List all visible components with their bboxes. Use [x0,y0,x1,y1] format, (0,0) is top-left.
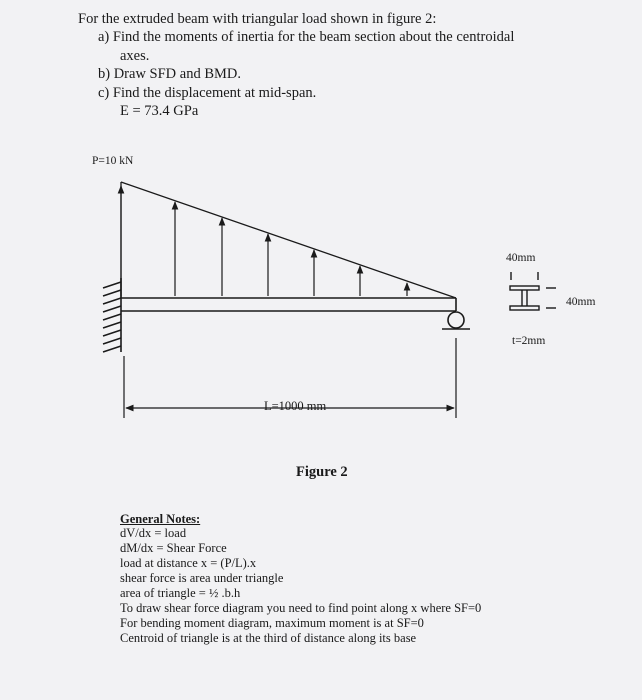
span-label: L=1000 mm [258,399,332,414]
notes-heading: General Notes: [120,512,201,526]
figure-caption: Figure 2 [296,464,348,480]
question-part-b: b) Draw SFD and BMD. [98,66,241,82]
modulus-value: E = 73.4 GPa [120,103,199,119]
note-line: To draw shear force diagram you need to find point along x where SF=0 [120,601,482,615]
load-arrows [121,186,407,296]
note-line: dM/dx = Shear Force [120,541,227,555]
question-intro: For the extruded beam with triangular load shown in figure 2: [78,11,437,27]
note-line: load at distance x = (P/L).x [120,556,257,570]
note-line: Centroid of triangle is at the third of distance along its base [120,631,417,645]
roller-support [442,312,470,329]
note-line: For bending moment diagram, maximum moment is at SF=0 [120,616,424,630]
note-line: area of triangle = ½ .b.h [120,586,241,600]
question-part-a: a) Find the moments of inertia for the beam section about the centroidal [98,29,515,45]
flange-width-label: 40mm [506,252,536,264]
question-part-c: c) Find the displacement at mid-span. [98,85,317,101]
i-section [510,272,556,310]
note-line: shear force is area under triangle [120,571,284,585]
question-part-a-cont: axes. [120,48,150,64]
thickness-label: t=2mm [512,335,546,347]
note-line: dV/dx = load [120,526,187,540]
triangular-load [121,182,456,298]
fixed-support [103,278,121,352]
depth-label: 40mm [566,296,596,308]
load-label: P=10 kN [92,155,134,167]
span-dimension [124,338,456,418]
beam [121,298,456,311]
